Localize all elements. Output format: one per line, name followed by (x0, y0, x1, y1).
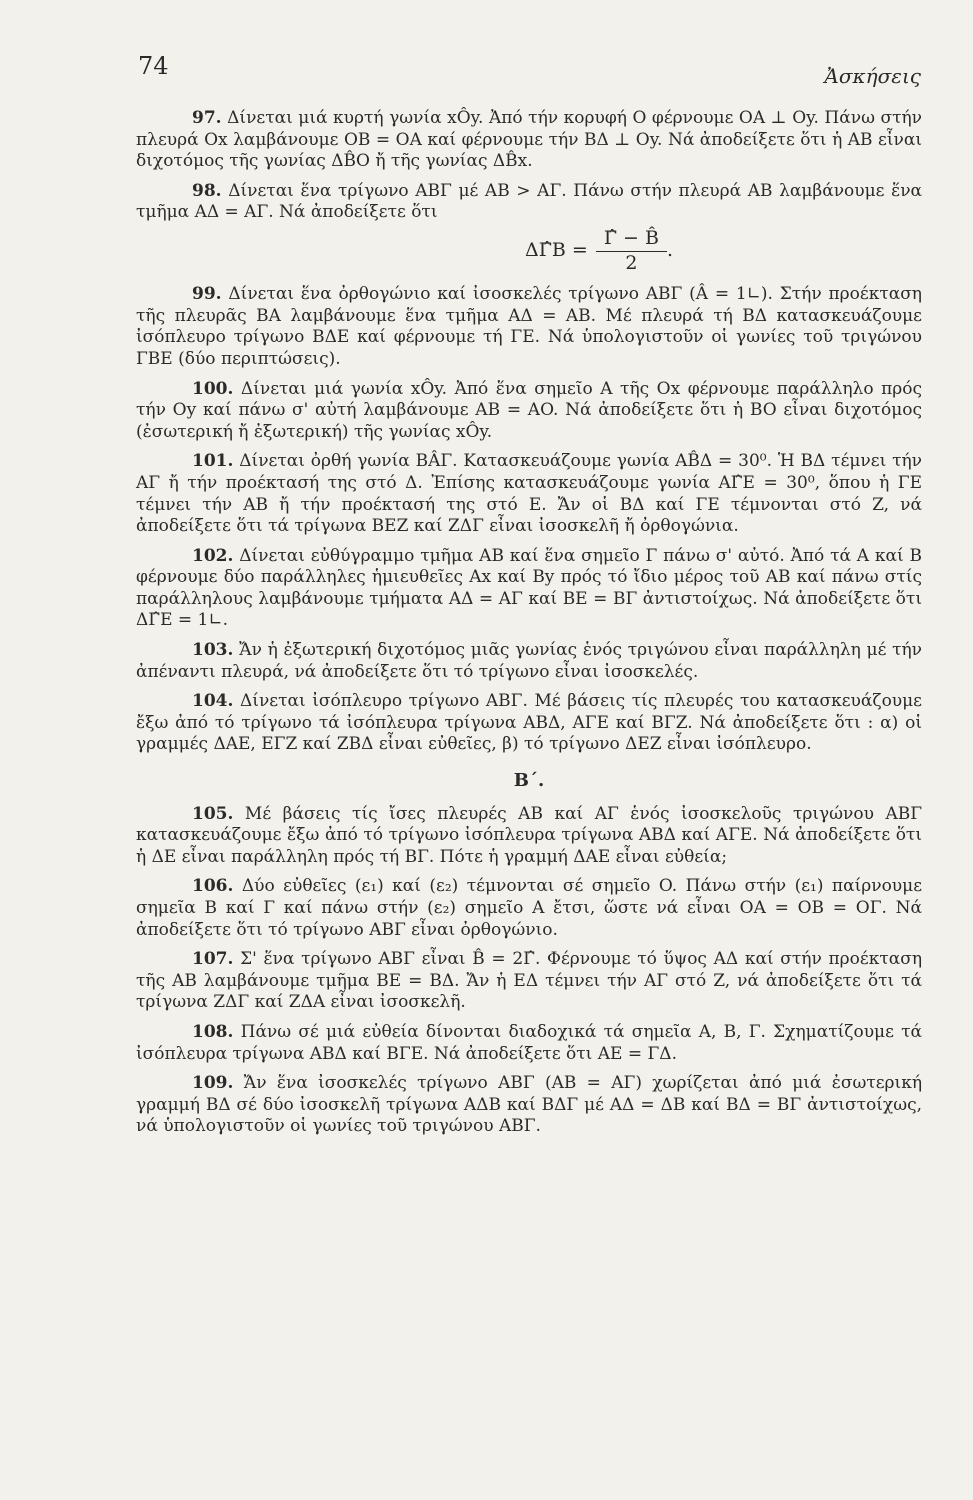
formula-denominator: 2 (625, 251, 638, 274)
exercise-text: Δίνεται εὐθύγραμμο τμῆμα AB καί ἕνα σημεῖο Γ πάνω σ' αὐτό. Ἀπό τά A καί B φέρνουμε δύο παράλληλες ἡμιευθεῖες Ax καί By πρός τό ἴδιο μέρος τοῦ AB καί πάνω στίς παράλληλους λαμβάνουμε τμήματα AΔ = AΓ καί BE = BΓ ἀντιστοίχως. Νά ἀποδείξετε ὅτι ΔΓ̂E = 1∟. (136, 545, 922, 631)
exercise-text: Δίνεται μιά κυρτή γωνία xÔy. Ἀπό τήν κορυφή O φέρνουμε OA ⊥ Oy. Πάνω στήν πλευρά Ox λαμβάνουμε OB = OA καί φέρνουμε τήν BΔ ⊥ Oy. Νά ἀποδείξετε ὅτι ἡ AB εἶναι διχοτόμος τῆς γωνίας ΔB̂O ἤ τῆς γωνίας ΔB̂x. (136, 108, 922, 172)
exercise-101 (136, 451, 922, 537)
exercise-105 (136, 804, 922, 869)
exercise-100 (136, 379, 922, 444)
page-number: 74 (138, 52, 169, 80)
exercise-number: 97. (192, 108, 222, 128)
exercise-text: Μέ βάσεις τίς ἴσες πλευρές AB καί AΓ ἑνός ἰσοσκελοῦς τριγώνου ABΓ κατασκευάζουμε ἔξω ἀπό τό τρίγωνο ἰσόπλευρα τρίγωνα ABΔ καί AΓE. Νά ἀποδείξετε ὅτι ἡ ΔE εἶναι παράλληλη πρός τή BΓ. Πότε ἡ γραμμή ΔAE εἶναι εὐθεία; (136, 803, 923, 867)
exercise-number: 99. (192, 284, 222, 305)
exercise-number: 108. (192, 1021, 234, 1042)
exercise-text: Δίνεται μιά γωνία xÔy. Ἀπό ἕνα σημεῖο A τῆς Ox φέρνουμε παράλληλο πρός τήν Oy καί πάνω σ' αὐτή λαμβάνουμε AB = AO. Νά ἀποδείξετε ὅτι ἡ BO εἶναι διχοτόμος (ἐσωτερική ἤ ἐξωτερική) τῆς γωνίας xÔy. (136, 378, 922, 442)
exercise-number: 107. (192, 949, 234, 970)
exercise-text: Δίνεται ὀρθή γωνία BÂΓ. Κατασκευάζουμε γωνία AB̂Δ = 30⁰. Ἡ BΔ τέμνει τήν AΓ ἤ τήν προέκτασή της στό Δ. Ἐπίσης κατασκευάζουμε γωνία AΓ̂E = 30⁰, ὅπου ἡ ΓE τέμνει τήν AB ἤ τήν προέκτασή της στό E. Ἄν οἱ BΔ καί ΓE τέμνονται στό Z, νά ἀποδείξετε ὅτι τά τρίγωνα BEZ καί ZΔΓ εἶναι ἰσοσκελῆ ἤ ὀρθογώνια. (136, 451, 923, 537)
exercise-102 (136, 546, 922, 632)
formula-end: . (666, 239, 674, 262)
exercise-number: 103. (192, 640, 234, 661)
exercise-text: Ἄν ἕνα ἰσοσκελές τρίγωνο ABΓ (AB = AΓ) χωρίζεται ἀπό μιά ἐσωτερική γραμμή BΔ σέ δύο ἰσοσκελῆ τρίγωνα AΔB καί BΔΓ μέ AΔ = ΔB καί BΔ = BΓ ἀντιστοίχως, νά ὑπολογιστοῦν οἱ γωνίες τοῦ τριγώνου ABΓ. (136, 1073, 922, 1137)
exercise-text: Δίνεται ἕνα τρίγωνο ABΓ μέ AB > AΓ. Πάνω στήν πλευρά AB λαμβάνουμε ἕνα τμῆμα AΔ = AΓ. Νά ἀποδείξετε ὅτι (136, 180, 923, 223)
exercise-text: Δίνεται ἰσόπλευρο τρίγωνο ABΓ. Μέ βάσεις τίς πλευρές του κατασκευάζουμε ἔξω ἀπό τό τρίγωνο τά ἰσόπλευρα τρίγωνα ABΔ, AΓE καί BΓZ. Νά ἀποδείξετε ὅτι : α) οἱ γραμμές ΔAE, EΓZ καί ZBΔ εἶναι εὐθεῖες, β) τό τρίγωνο ΔEZ εἶναι ἰσόπλευρο. (136, 691, 922, 755)
exercise-number: 98. (192, 180, 222, 201)
exercise-107 (136, 949, 922, 1014)
exercise-98 (136, 181, 922, 224)
exercise-104 (136, 691, 922, 756)
exercise-list (136, 108, 922, 1146)
section-heading: B΄. (513, 770, 545, 792)
formula-98 (276, 228, 922, 274)
exercise-99 (136, 284, 922, 370)
formula-lhs: ΔΓ̂B = (524, 239, 588, 262)
exercise-number: 101. (192, 451, 234, 472)
exercise-text: Ἄν ἡ ἐξωτερική διχοτόμος μιᾶς γωνίας ἑνός τριγώνου εἶναι παράλληλη μέ τήν ἀπέναντι πλευρά, νά ἀποδείξετε ὅτι τό τρίγωνο εἶναι ἰσοσκελές. (136, 640, 923, 682)
exercise-number: 105. (192, 803, 234, 824)
exercise-text: Σ' ἕνα τρίγωνο ABΓ εἶναι B̂ = 2Γ̂. Φέρνουμε τό ὕψος AΔ καί στήν προέκταση τῆς AB λαμβάνουμε τμῆμα BE = BΔ. Ἄν ἡ EΔ τέμνει τήν AΓ στό Z, νά ἀποδείξετε ὅτι τά τρίγωνα ZΔΓ καί ZΔA εἶναι ἰσοσκελῆ. (136, 949, 922, 1013)
exercise-103 (136, 640, 922, 683)
page-header (138, 52, 921, 92)
exercise-108 (136, 1022, 922, 1065)
exercise-97 (136, 108, 922, 173)
exercise-number: 100. (192, 378, 234, 399)
exercise-text: Δύο εὐθεῖες (ε₁) καί (ε₂) τέμνονται σέ σημεῖο O. Πάνω στήν (ε₁) παίρνουμε σημεῖα B καί Γ καί πάνω στήν (ε₂) σημεῖο A ἔτσι, ὥστε νά εἶναι OA = OB = OΓ. Νά ἀποδείξετε ὅτι τό τρίγωνο ABΓ εἶναι ὀρθογώνιο. (136, 876, 923, 940)
exercise-number: 106. (192, 876, 234, 897)
exercise-109 (136, 1073, 922, 1138)
running-head: Ἀσκήσεις (824, 64, 921, 88)
exercise-number: 102. (192, 545, 234, 566)
exercise-number: 104. (192, 691, 234, 712)
formula-numerator: Γ̂ − B̂ (596, 228, 667, 252)
formula-fraction (596, 228, 667, 274)
exercise-text: Πάνω σέ μιά εὐθεία δίνονται διαδοχικά τά σημεῖα A, B, Γ. Σχηματίζουμε τά ἰσόπλευρα τρίγωνα ABΔ καί BΓE. Νά ἀποδείξετε ὅτι AE = ΓΔ. (136, 1021, 922, 1064)
exercise-number: 109. (192, 1073, 234, 1094)
exercise-106 (136, 876, 922, 941)
exercise-text: Δίνεται ἕνα ὀρθογώνιο καί ἰσοσκελές τρίγωνο ABΓ (Â = 1∟). Στήν προέκταση τῆς πλευρᾶς BA λαμβάνουμε ἕνα τμῆμα AΔ = AB. Μέ πλευρά τή BΔ κατασκευάζουμε ἰσόπλευρο τρίγωνο BΔE καί φέρνουμε τή ΓE. Νά ὑπολογιστοῦν οἱ γωνίες τοῦ τριγώνου ΓBE (δύο περιπτώσεις). (136, 284, 922, 369)
